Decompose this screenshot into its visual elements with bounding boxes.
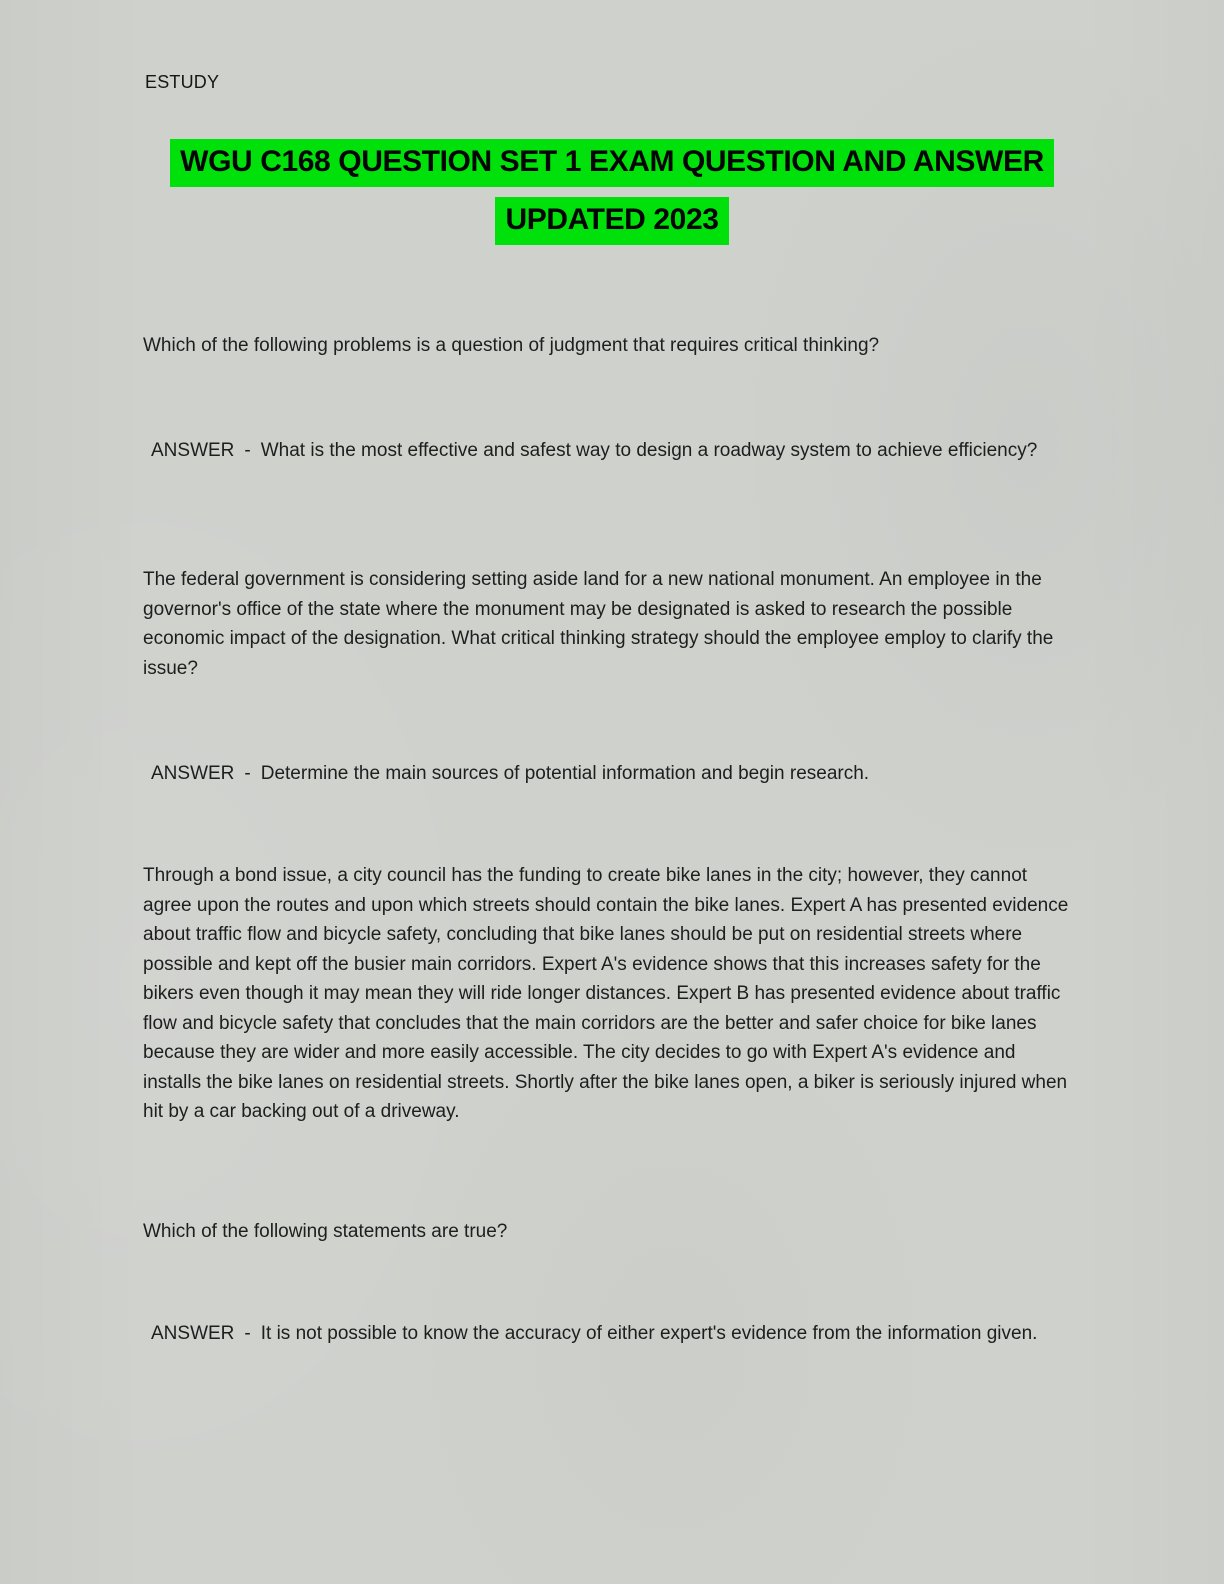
answer-separator: - (244, 1323, 251, 1344)
answer-label: ANSWER (151, 440, 235, 461)
page-title-line-1 (0, 139, 1224, 188)
answer-block-3 (143, 1319, 1079, 1349)
answer-block-1 (143, 436, 1079, 466)
answer-block-2 (143, 759, 1079, 789)
page-title (0, 139, 1224, 255)
answer-separator: - (244, 440, 251, 461)
answer-label: ANSWER (151, 1323, 235, 1344)
scenario-text-2: Through a bond issue, a city council has the funding to create bike lanes in the city; however, they cannot agree upon the routes and upon which streets should contain the bike lanes. Expert A has presented evidence about traffic flow and bicycle safety, concluding that bike lanes should be put on residential streets where possible and kept off the busier main corridors. Expert A's evidence shows that this increases safety for the bikers even though it may mean they will ride longer distances. Expert B has presented evidence about traffic flow and bicycle safety that concludes that the main corridors are the better and safer choice for bike lanes because they are wider and more easily accessible. The city decides to go with Expert A's evidence and installs the bike lanes on residential streets. Shortly after the bike lanes open, a biker is seriously injured when hit by a car backing out of a driveway. (143, 865, 1069, 1122)
answer-label: ANSWER (151, 763, 235, 784)
question-text-2: Which of the following statements are true? (143, 1221, 508, 1242)
watermark-text: ESTUDY (145, 72, 220, 92)
answer-text-2: Determine the main sources of potential information and begin research. (260, 763, 870, 784)
answer-text-3: It is not possible to know the accuracy of either expert's evidence from the information given. (260, 1323, 1038, 1344)
highlighted-title-text-1: WGU C168 QUESTION SET 1 EXAM QUESTION AND ANSWER (170, 139, 1054, 187)
page-title-line-2 (0, 197, 1224, 246)
scenario-text-1: The federal government is considering setting aside land for a new national monument. An employee in the governor's office of the state where the monument may be designated is asked to research the possible economic impact of the designation. What critical thinking strategy should the employee employ to clarify the issue? (143, 569, 1054, 679)
answer-text-1: What is the most effective and safest way to design a roadway system to achieve efficiency? (260, 440, 1038, 461)
question-text-1: Which of the following problems is a question of judgment that requires critical thinking? (143, 335, 880, 356)
highlighted-title-text-2: UPDATED 2023 (495, 197, 728, 245)
answer-separator: - (244, 763, 251, 784)
